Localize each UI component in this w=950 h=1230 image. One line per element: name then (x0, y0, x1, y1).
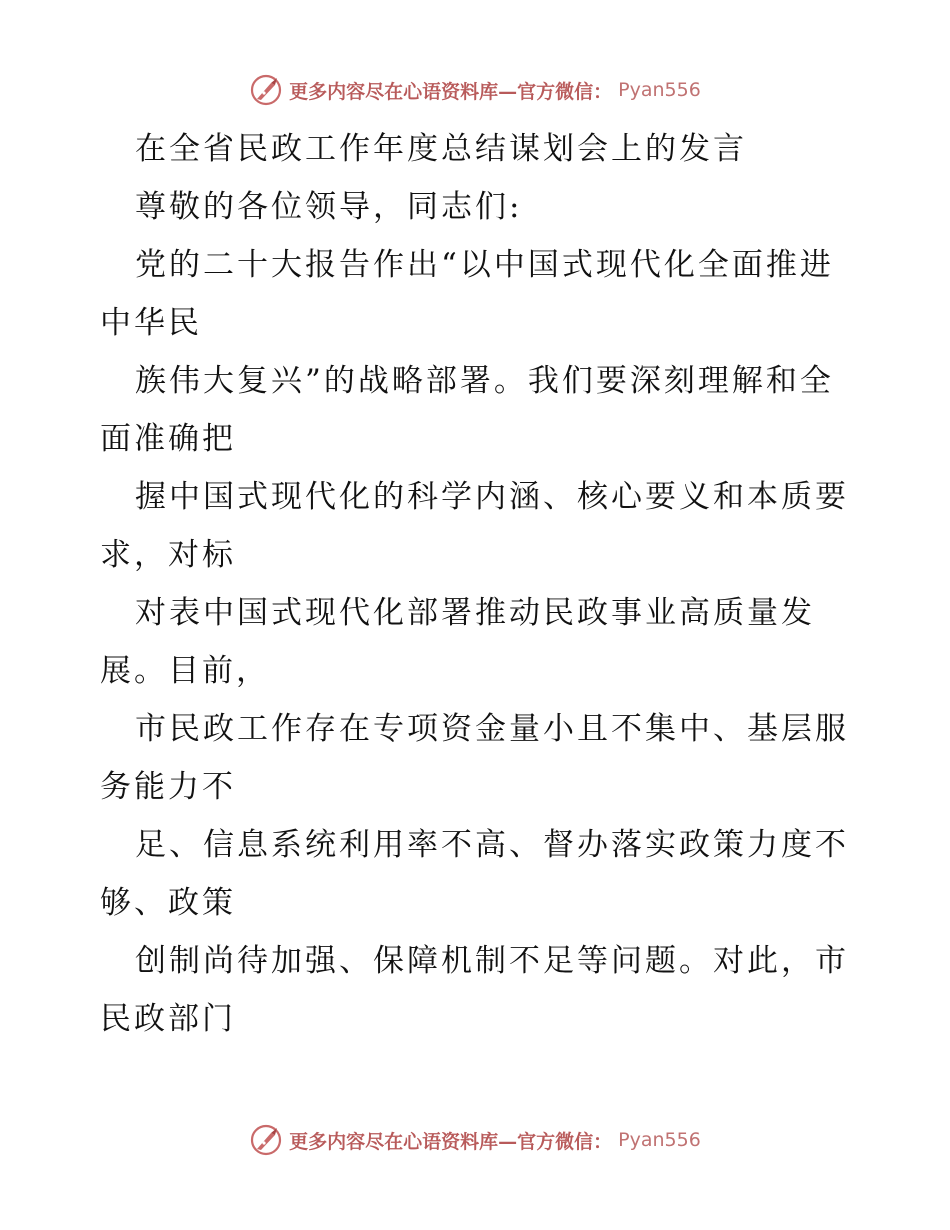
paragraph-line: 对表中国式现代化部署推动民政事业高质量发 (135, 595, 815, 631)
paragraph-line: 尊敬的各位领导，同志们: (135, 189, 523, 225)
paragraph-line: 党的二十大报告作出“以中国式现代化全面推进 (135, 247, 834, 283)
paragraph-line: 够、政策 (100, 885, 236, 921)
wechat-id: Pyan556 (618, 1129, 701, 1151)
quill-pen-logo-icon (249, 1123, 283, 1157)
wechat-id: Pyan556 (618, 79, 701, 101)
banner-text: 更多内容尽在心语资料库—官方微信： (289, 80, 613, 103)
banner-text: 更多内容尽在心语资料库—官方微信： (289, 1130, 613, 1153)
paragraph-line: 务能力不 (100, 769, 236, 805)
paragraph-line: 民政部门 (100, 1001, 236, 1037)
paragraph-line: 中华民 (100, 305, 202, 341)
paragraph-line: 市民政工作存在专项资金量小且不集中、基层服 (135, 711, 849, 747)
paragraph-line: 足、信息系统利用率不高、督办落实政策力度不 (135, 827, 849, 863)
quill-pen-logo-icon (249, 73, 283, 107)
paragraph-line: 握中国式现代化的科学内涵、核心要义和本质要 (135, 479, 849, 515)
document-body (100, 120, 860, 1048)
document-title: 在全省民政工作年度总结谋划会上的发言 (135, 131, 747, 167)
paragraph-line: 族伟大复兴”的战略部署。我们要深刻理解和全 (135, 363, 834, 399)
header-banner (0, 70, 950, 110)
paragraph-line: 求，对标 (100, 537, 236, 573)
footer-banner (0, 1120, 950, 1160)
paragraph-line: 面准确把 (100, 421, 236, 457)
paragraph-line: 创制尚待加强、保障机制不足等问题。对此，市 (135, 943, 849, 979)
paragraph-line: 展。目前， (100, 653, 270, 689)
